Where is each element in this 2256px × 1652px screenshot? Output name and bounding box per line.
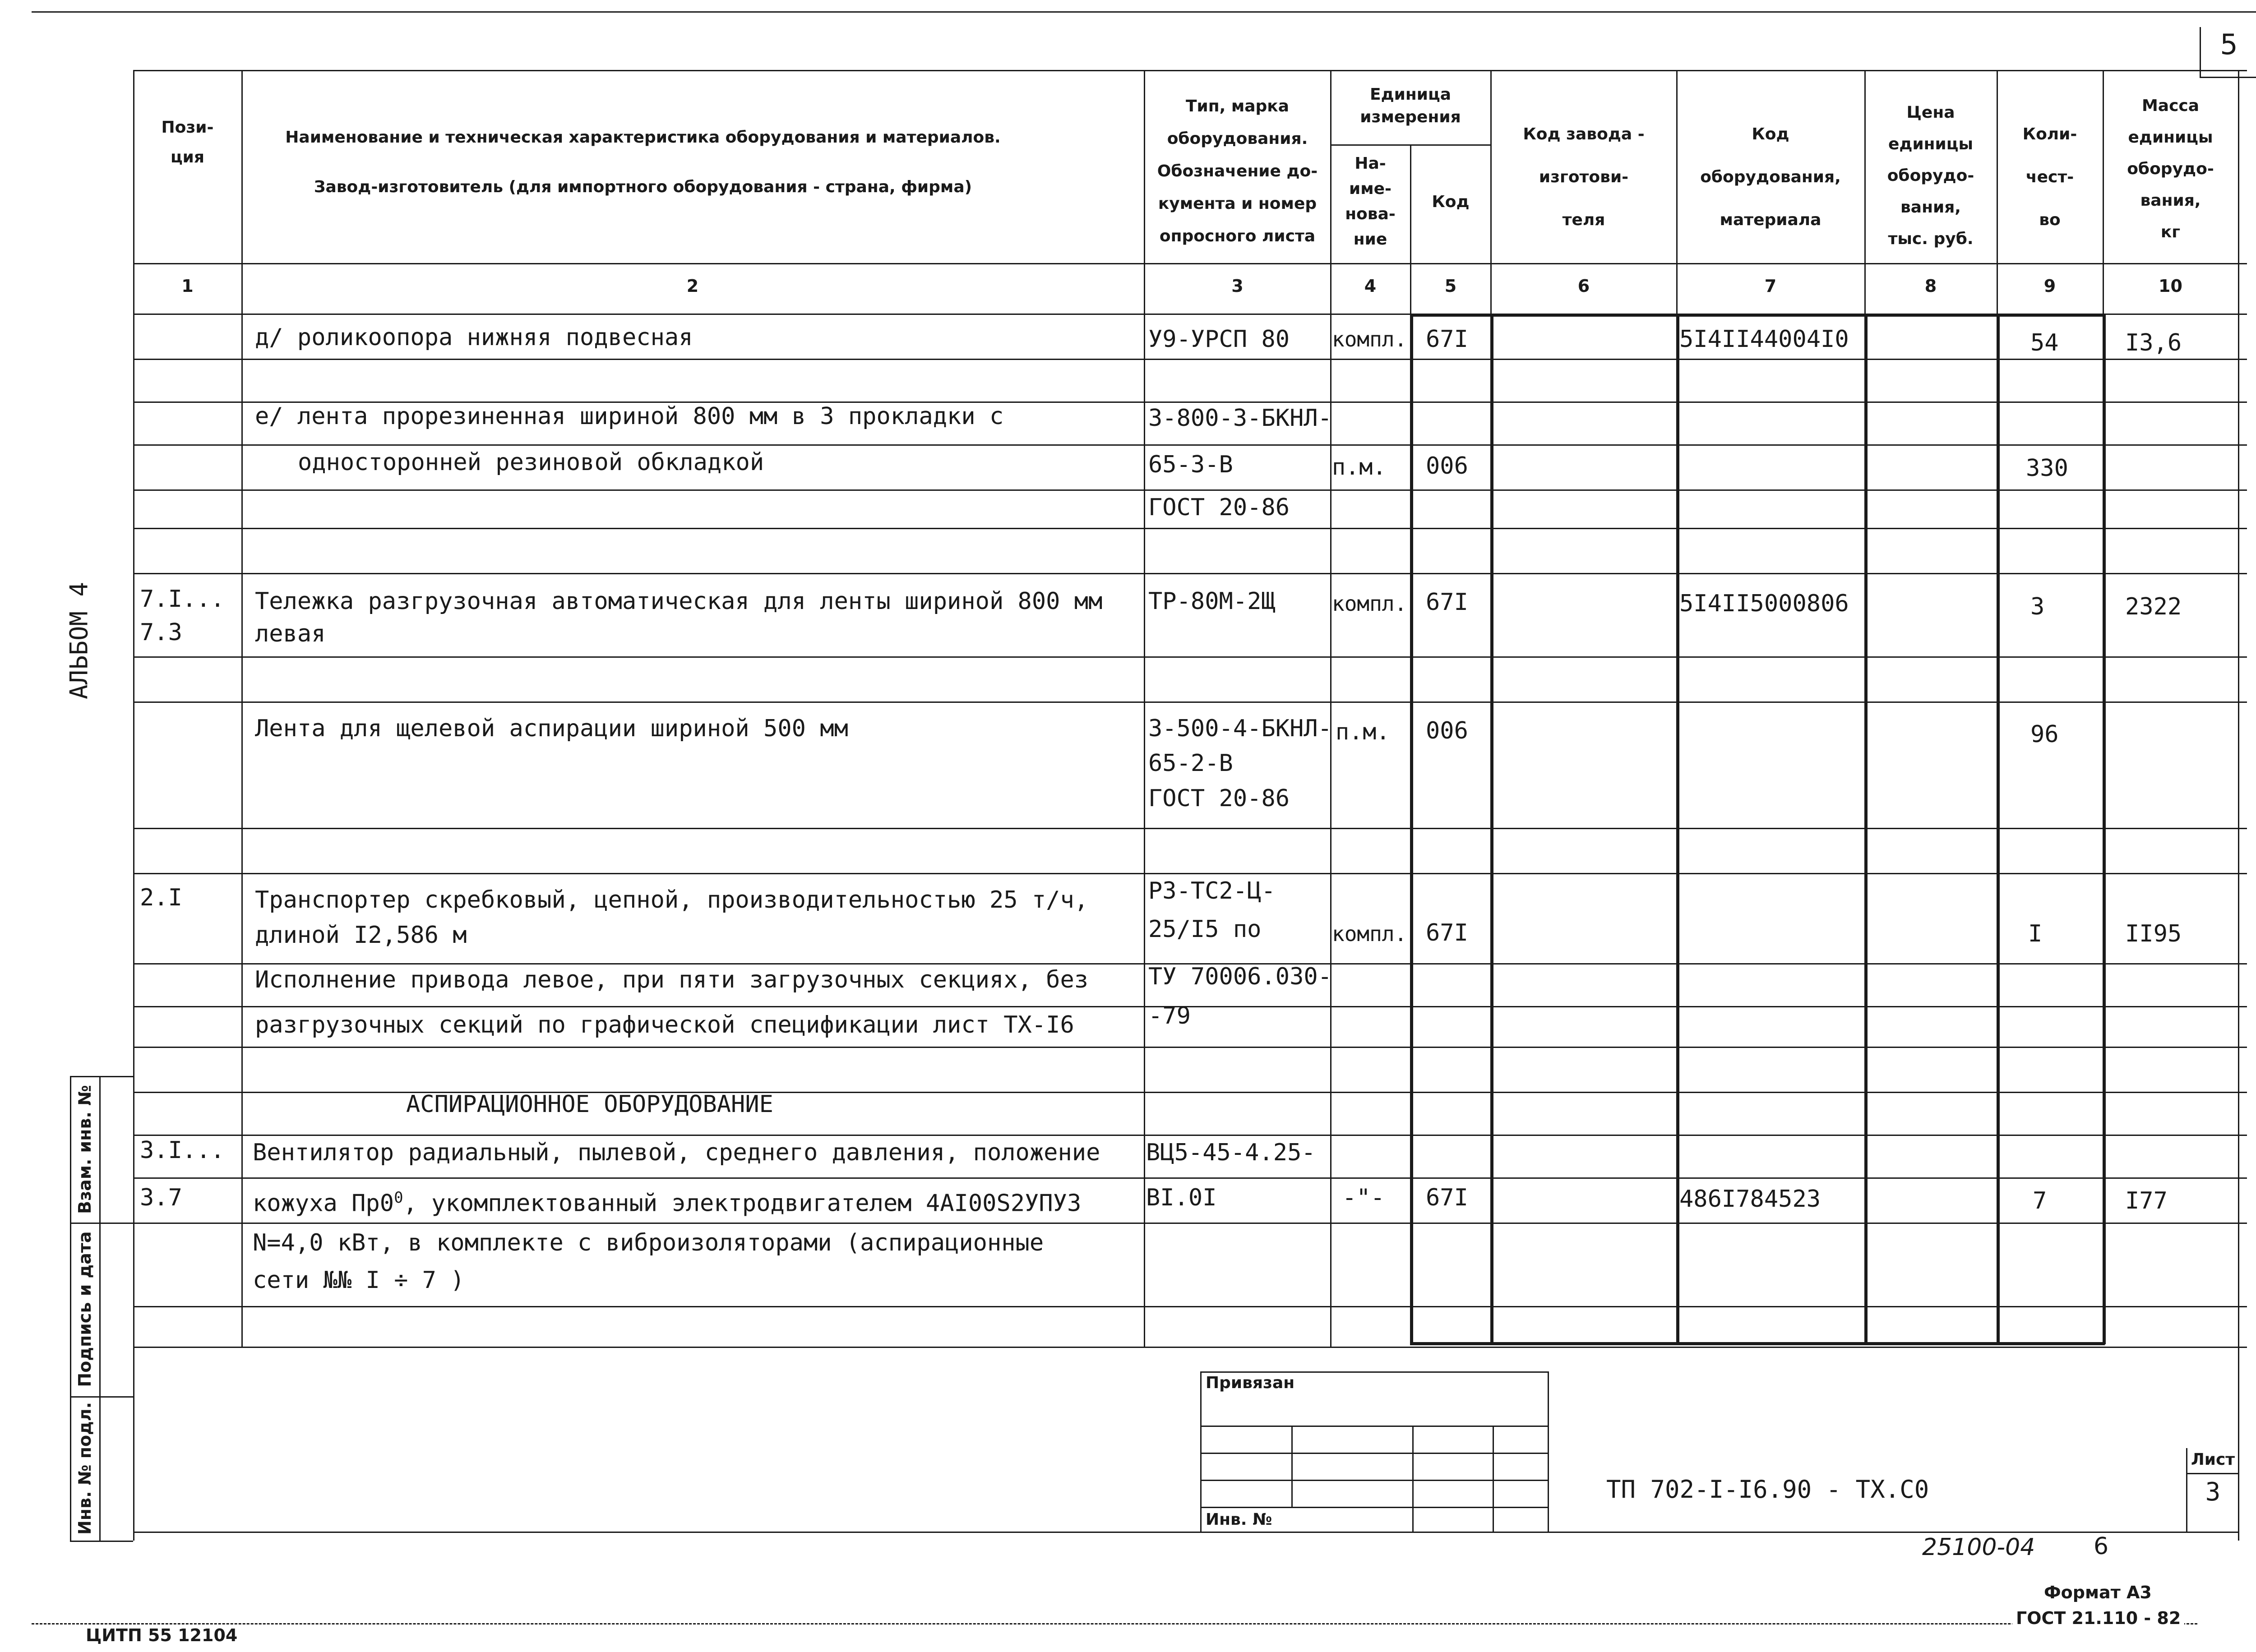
- header-equipment-code: Код оборудования, материала: [1700, 125, 1841, 229]
- row20-name: Вентилятор радиальный, пылевой, среднего давления, положение: [253, 1139, 1100, 1166]
- row7-qty: 3: [2030, 593, 2045, 620]
- side-stamp-bottom: [70, 1541, 133, 1542]
- row15-mass: II95: [2125, 920, 2182, 947]
- row-line: [133, 359, 2247, 360]
- side-stamp-div: [70, 1223, 133, 1224]
- row-line: [133, 656, 2247, 658]
- row-line: [133, 489, 2247, 491]
- header-quantity: Коли- чест- во: [2022, 125, 2077, 229]
- row-line: [133, 573, 2247, 574]
- row4-qty: 330: [2026, 455, 2068, 482]
- archive-number: 25100-04: [1922, 1534, 2035, 1561]
- header-name: Наименование и техническая характеристика оборудования и материалов. Завод-изготовитель (для импортного оборудования - страна, фирма): [285, 128, 1001, 196]
- side-stamp-inner: [99, 1076, 101, 1541]
- row21-code: 67I: [1426, 1184, 1468, 1211]
- col-number-1: 1: [181, 276, 194, 296]
- top-border-line: [32, 11, 2256, 13]
- row11-type: 65-2-В: [1148, 750, 1233, 777]
- archive-page: 6: [2094, 1533, 2109, 1560]
- sheet-box-bottom: [2200, 77, 2256, 78]
- privyazan-right: [1548, 1371, 1549, 1532]
- col-number-5: 5: [1444, 276, 1457, 296]
- side-stamp-div: [70, 1396, 133, 1398]
- row7-unit: компл.: [1332, 591, 1407, 616]
- row8-name: левая: [255, 620, 326, 647]
- row1-type: У9-УРСП 80: [1148, 326, 1290, 353]
- row4-type: 65-3-В: [1148, 451, 1233, 478]
- privyazan-left: [1200, 1371, 1202, 1532]
- col-number-4: 4: [1364, 276, 1377, 296]
- privyazan-top: [1200, 1371, 1548, 1373]
- row-line: [133, 828, 2247, 829]
- side-vzam-label: Взам. инв. №: [75, 1085, 95, 1214]
- row14-type: Р3-ТС2-Ц-: [1148, 877, 1276, 904]
- row21-equip-code: 486I784523: [1679, 1186, 1821, 1213]
- row1-unit: компл.: [1332, 327, 1407, 351]
- row17-name: разгрузочных секций по графической спецификации лист ТХ-I6: [255, 1011, 1074, 1038]
- privyazan-col: [1291, 1426, 1293, 1507]
- col-number-6: 6: [1577, 276, 1590, 296]
- privyazan-row: [1200, 1453, 1548, 1454]
- thick-col-7-8: [1864, 314, 1868, 1344]
- col-number-9: 9: [2043, 276, 2056, 296]
- row4-name: односторонней резиновой обкладкой: [298, 449, 764, 476]
- format-label: Формат А3: [2044, 1583, 2152, 1602]
- row21-pos: 3.7: [140, 1184, 182, 1211]
- row-line: [133, 1306, 2247, 1307]
- bottom-cut-line: [32, 1623, 2197, 1624]
- thick-block-top: [1410, 314, 2105, 317]
- row7-mass: 2322: [2125, 593, 2182, 620]
- citp-label: ЦИТП 55 12104: [86, 1625, 238, 1645]
- row14-name: Транспортер скребковый, цепной, производительностью 25 т/ч,: [255, 886, 1089, 914]
- header-mass: Масса единицы оборудо- вания, кг: [2127, 97, 2214, 241]
- list-number: 3: [2205, 1477, 2221, 1507]
- header-unit-name: На- име- нова- ние: [1345, 154, 1396, 249]
- side-inv-podl-label: Инв. № подл.: [75, 1402, 95, 1535]
- row20-pos: 3.I...: [140, 1137, 225, 1164]
- row-line: [133, 1135, 2247, 1136]
- header-price: Цена единицы оборудо- вания, тыс. руб.: [1887, 103, 1974, 248]
- col-line-1-2: [241, 70, 243, 1347]
- row20-type: ВЦ5-45-4.25-: [1146, 1139, 1316, 1166]
- row1-code: 67I: [1426, 326, 1468, 353]
- header-bottom-line: [133, 263, 2247, 264]
- col-number-7: 7: [1764, 276, 1777, 296]
- col-line-right: [2238, 70, 2239, 1541]
- row7-pos: 7.I...: [140, 586, 225, 613]
- row21-qty: 7: [2033, 1187, 2047, 1214]
- col-number-3: 3: [1231, 276, 1244, 296]
- list-box-divider: [2186, 1473, 2238, 1474]
- row23-name: сети №№ I ÷ 7 ): [253, 1267, 465, 1294]
- header-type: Тип, марка оборудования. Обозначение до- кумента и номер опросного листа: [1157, 97, 1318, 245]
- row1-qty: 54: [2030, 329, 2059, 356]
- header-factory-code: Код завода - изготови- теля: [1523, 125, 1645, 229]
- row8-pos: 7.3: [140, 619, 182, 646]
- side-stamp-top: [70, 1076, 133, 1077]
- row22-name: N=4,0 кВт, в комплекте с виброизоляторами (аспирационные: [253, 1229, 1044, 1256]
- row14-pos: 2.I: [140, 884, 182, 911]
- privyazan-row: [1200, 1480, 1548, 1481]
- row1-mass: I3,6: [2125, 329, 2182, 356]
- row3-type: 3-800-3-БКНЛ-: [1148, 405, 1332, 432]
- row10-name: Лента для щелевой аспирации шириной 500 мм: [255, 715, 848, 742]
- row-line: [133, 1177, 2247, 1179]
- header-unit-code: Код: [1432, 193, 1470, 211]
- row21-unit: -"-: [1342, 1184, 1385, 1211]
- top-sheet-number: 5: [2220, 28, 2238, 61]
- col-line-3-4: [1330, 70, 1331, 1347]
- row12-type: ГОСТ 20-86: [1148, 785, 1290, 812]
- row-line: [133, 873, 2247, 874]
- document-code: ТП 702-I-I6.90 - ТХ.С0: [1606, 1475, 1929, 1504]
- header-unit-group: Единица измерения: [1360, 85, 1461, 126]
- side-podpis-label: Подпись и дата: [75, 1231, 95, 1387]
- list-box-left: [2186, 1448, 2187, 1532]
- row-line: [133, 1047, 2247, 1048]
- row7-equip-code: 5I4II5000806: [1679, 590, 1849, 617]
- row15-name: длиной I2,586 м: [255, 922, 467, 949]
- row15-code: 67I: [1426, 919, 1468, 946]
- list-label: Лист: [2191, 1450, 2235, 1469]
- col-number-10: 10: [2159, 276, 2182, 296]
- privyazan-col: [1412, 1426, 1414, 1532]
- row7-type: ТР-80М-2Щ: [1148, 588, 1276, 615]
- row21-mass: I77: [2125, 1187, 2168, 1214]
- row15-qty: I: [2028, 920, 2043, 947]
- col-number-2: 2: [686, 276, 699, 296]
- row1-name: д/ роликоопора нижняя подвесная: [255, 324, 693, 351]
- section-heading-aspiration: АСПИРАЦИОННОЕ ОБОРУДОВАНИЕ: [406, 1091, 773, 1118]
- row17-type: -79: [1148, 1002, 1191, 1029]
- thick-block-left: [1410, 314, 1413, 1344]
- row10-code: 006: [1426, 717, 1468, 744]
- row4-code: 006: [1426, 452, 1468, 480]
- row-line: [133, 528, 2247, 529]
- side-stamp-outer: [70, 1076, 71, 1541]
- header-position: Пози- ция: [161, 118, 214, 166]
- row7-code: 67I: [1426, 589, 1468, 616]
- row16-type: ТУ 70006.030-: [1148, 963, 1332, 990]
- row-line: [133, 1223, 2247, 1224]
- col-line-2-3: [1144, 70, 1145, 1347]
- table-end-line: [133, 1347, 2247, 1348]
- row16-name: Исполнение привода левое, при пяти загрузочных секциях, без: [255, 966, 1089, 993]
- row10-type: 3-500-4-БКНЛ-: [1148, 715, 1332, 742]
- table-top-line: [133, 70, 2247, 71]
- row7-name: Тележка разгрузочная автоматическая для ленты шириной 800 мм: [255, 588, 1103, 615]
- thick-block-bottom: [1410, 1342, 2105, 1345]
- album-label: АЛЬБОМ 4: [65, 581, 93, 700]
- thick-col-6-7: [1676, 314, 1679, 1344]
- thick-block-right: [2103, 314, 2106, 1344]
- stamp-bottom-line: [133, 1532, 2239, 1533]
- gost-label: ГОСТ 21.110 - 82: [2012, 1608, 2184, 1628]
- row1-equip-code: 5I4II44004I0: [1679, 326, 1849, 353]
- row10-unit: п.м.: [1336, 719, 1390, 745]
- row-line: [133, 701, 2247, 703]
- row5-type: ГОСТ 20-86: [1148, 494, 1290, 521]
- row15-type: 25/I5 по: [1148, 916, 1262, 943]
- row21-name: кожуха $Пр0^0$, укомплектованный электродвигателем 4АI00S2УПУ3: [253, 1189, 1082, 1217]
- sheet-box-left: [2200, 27, 2201, 77]
- privyazan-label: Привязан: [1206, 1374, 1295, 1392]
- col-number-8: 8: [1924, 276, 1937, 296]
- row4-unit: п.м.: [1332, 454, 1387, 480]
- row10-qty: 96: [2030, 721, 2059, 748]
- row15-unit: компл.: [1332, 922, 1407, 946]
- thick-col-8-9: [1997, 314, 2000, 1344]
- row21-type: ВI.0I: [1146, 1184, 1217, 1211]
- privyazan-row: [1200, 1507, 1548, 1508]
- inv-no-label: Инв. №: [1206, 1510, 1272, 1529]
- privyazan-row: [1200, 1426, 1548, 1427]
- privyazan-col: [1493, 1426, 1494, 1532]
- thick-col-5-6: [1490, 314, 1493, 1344]
- row3-name: е/ лента прорезиненная шириной 800 мм в 3 прокладки с: [255, 403, 1004, 430]
- row-line: [133, 444, 2247, 446]
